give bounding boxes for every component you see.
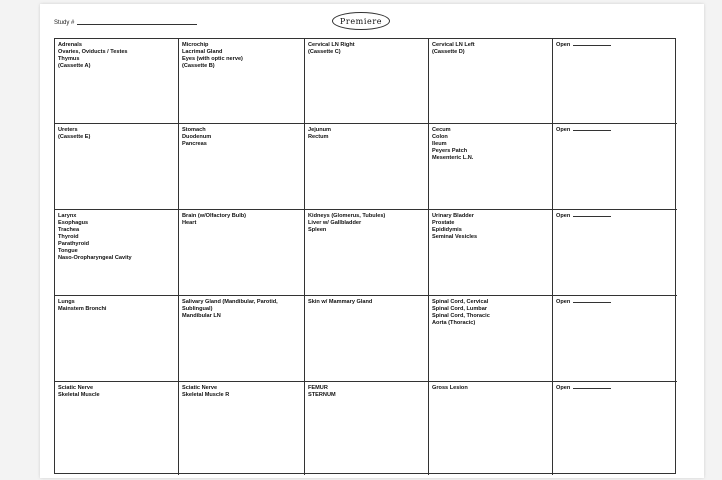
- grid-cell[interactable]: [429, 382, 553, 475]
- grid-cell[interactable]: [553, 124, 677, 210]
- tissue-label: Skeletal Muscle: [58, 392, 100, 398]
- tissue-label: Ureters: [58, 127, 78, 133]
- tissue-grid: [54, 38, 676, 474]
- tissue-label: Ovaries, Oviducts / Testes: [58, 49, 128, 55]
- tissue-label: Thymus: [58, 56, 80, 62]
- study-number-blank[interactable]: [77, 24, 197, 25]
- tissue-label: Duodenum: [182, 134, 212, 140]
- tissue-label: Sciatic Nerve: [182, 385, 218, 391]
- tissue-label: Spinal Cord, Cervical: [432, 299, 489, 305]
- tissue-label: Brain (w/Olfactory Bulb): [182, 213, 247, 219]
- tissue-label: FEMUR: [308, 385, 328, 391]
- tissue-label: Tongue: [58, 248, 78, 254]
- tissue-label: Pancreas: [182, 141, 207, 147]
- grid-cell[interactable]: [55, 296, 179, 382]
- tissue-label: Salivary Gland (Mandibular, Parotid,: [182, 299, 278, 305]
- form-sheet: [40, 4, 704, 478]
- tissue-label: Sciatic Nerve: [58, 385, 94, 391]
- tissue-label: Spinal Cord, Thoracic: [432, 313, 490, 319]
- tissue-label: Mesenteric L.N.: [432, 155, 474, 161]
- tissue-label: Ileum: [432, 141, 447, 147]
- tissue-label: Larynx: [58, 213, 77, 219]
- open-blank-line[interactable]: [573, 216, 611, 217]
- tissue-label: Adrenals: [58, 42, 82, 48]
- grid-cell[interactable]: [553, 382, 677, 475]
- tissue-label: Epididymis: [432, 227, 462, 233]
- tissue-label: Trachea: [58, 227, 80, 233]
- tissue-label: Microchip: [182, 42, 209, 48]
- open-blank-line[interactable]: [573, 130, 611, 131]
- tissue-label: Mandibular LN: [182, 313, 221, 319]
- tissue-label: (Cassette B): [182, 63, 215, 69]
- study-label: Study #: [54, 20, 75, 26]
- grid-cell[interactable]: [55, 39, 179, 124]
- grid-cell[interactable]: [305, 382, 429, 475]
- tissue-label: (Cassette C): [308, 49, 341, 55]
- tissue-label: Prostate: [432, 220, 455, 226]
- tissue-label: (Cassette D): [432, 49, 465, 55]
- grid-cell[interactable]: [179, 296, 305, 382]
- tissue-label: Rectum: [308, 134, 329, 140]
- grid-cell[interactable]: [429, 124, 553, 210]
- tissue-label: Esophagus: [58, 220, 89, 226]
- premiere-logo: [332, 12, 390, 30]
- grid-cell[interactable]: [179, 39, 305, 124]
- tissue-label: Spinal Cord, Lumbar: [432, 306, 488, 312]
- tissue-label: Kidneys (Glomerus, Tubules): [308, 213, 386, 219]
- tissue-label: Stomach: [182, 127, 206, 133]
- grid-cell[interactable]: [429, 210, 553, 296]
- logo-text: Premiere: [339, 16, 383, 26]
- grid-cell[interactable]: [179, 382, 305, 475]
- tissue-label: Jejunum: [308, 127, 332, 133]
- tissue-label: Parathyroid: [58, 241, 90, 247]
- tissue-label: Colon: [432, 134, 448, 140]
- open-blank-line[interactable]: [573, 388, 611, 389]
- tissue-label: Skeletal Muscle R: [182, 392, 230, 398]
- grid-cell[interactable]: [55, 124, 179, 210]
- tissue-label: Heart: [182, 220, 197, 226]
- tissue-label: Liver w/ Gallbladder: [308, 220, 362, 226]
- tissue-label: Thyroid: [58, 234, 79, 240]
- grid-cell[interactable]: [305, 210, 429, 296]
- grid-cell[interactable]: [55, 382, 179, 475]
- tissue-label: Spleen: [308, 227, 327, 233]
- grid-cell[interactable]: [179, 210, 305, 296]
- grid-cell[interactable]: [179, 124, 305, 210]
- tissue-label: Skin w/ Mammary Gland: [308, 299, 373, 305]
- tissue-label: Cervical LN Left: [432, 42, 475, 48]
- tissue-label: (Cassette E): [58, 134, 91, 140]
- tissue-label: Lacrimal Gland: [182, 49, 223, 55]
- grid-cell[interactable]: [429, 296, 553, 382]
- grid-cell[interactable]: [553, 39, 677, 124]
- tissue-label: Mainstem Bronchi: [58, 306, 107, 312]
- grid-cell[interactable]: [553, 296, 677, 382]
- tissue-label: Seminal Vesicles: [432, 234, 478, 240]
- tissue-label: Cervical LN Right: [308, 42, 355, 48]
- grid-cell[interactable]: [305, 296, 429, 382]
- open-slot[interactable]: [556, 42, 674, 49]
- grid-cell[interactable]: [429, 39, 553, 124]
- open-slot[interactable]: [556, 127, 674, 134]
- open-label: Open: [556, 385, 571, 391]
- tissue-label: Gross Lesion: [432, 385, 468, 391]
- tissue-label: Urinary Bladder: [432, 213, 474, 219]
- open-label: Open: [556, 127, 571, 133]
- grid-cell[interactable]: [305, 39, 429, 124]
- tissue-label: Eyes (with optic nerve): [182, 56, 243, 62]
- open-slot[interactable]: [556, 299, 674, 306]
- grid-cell[interactable]: [553, 210, 677, 296]
- tissue-label: Peyers Patch: [432, 148, 468, 154]
- tissue-label: (Cassette A): [58, 63, 91, 69]
- grid-cell[interactable]: [305, 124, 429, 210]
- tissue-label: Aorta (Thoracic): [432, 320, 476, 326]
- grid-cell[interactable]: [55, 210, 179, 296]
- tissue-label: Cecum: [432, 127, 451, 133]
- tissue-label: STERNUM: [308, 392, 336, 398]
- open-blank-line[interactable]: [573, 45, 611, 46]
- open-label: Open: [556, 213, 571, 219]
- study-number-field[interactable]: [54, 20, 197, 26]
- tissue-label: Sublingual): [182, 306, 213, 312]
- open-slot[interactable]: [556, 385, 674, 392]
- open-slot[interactable]: [556, 213, 674, 220]
- open-label: Open: [556, 42, 571, 48]
- tissue-label: Naso-Oropharyngeal Cavity: [58, 255, 132, 261]
- open-blank-line[interactable]: [573, 302, 611, 303]
- open-label: Open: [556, 299, 571, 305]
- tissue-label: Lungs: [58, 299, 75, 305]
